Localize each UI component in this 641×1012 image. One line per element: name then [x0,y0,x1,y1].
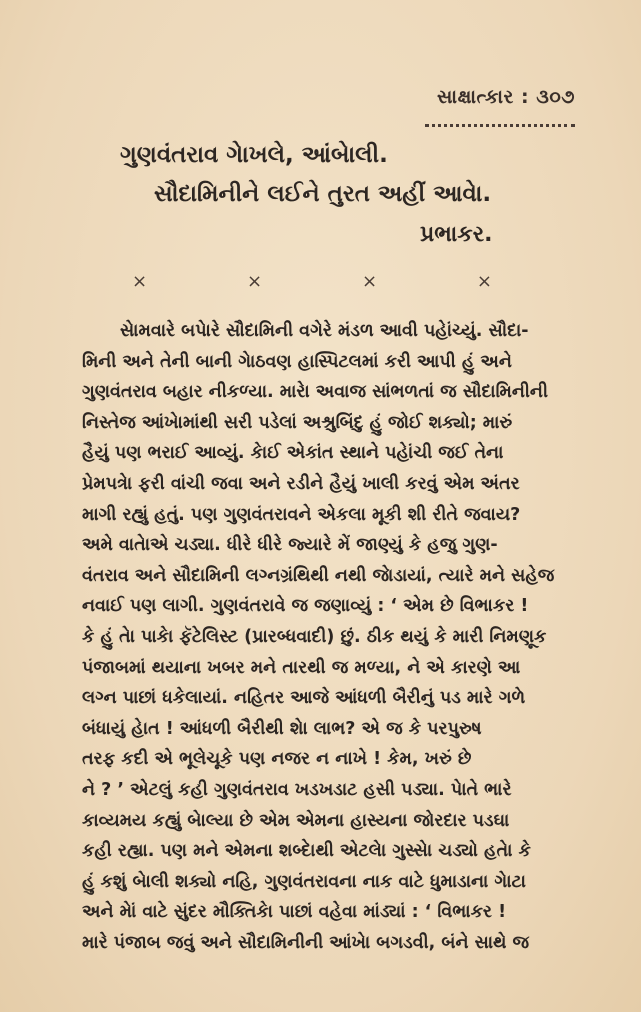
body-line: અમે વાતેાએ ચડ્યા. ધીરે ધીરે જ્યારે મેં જાણ્યું કે હજુ ગુણ- [82,535,498,556]
separator-mark: × [246,271,263,292]
body-line: પંજાબમાં થયાના ખબર મને તારથી જ મળ્યા, ને એ કારણે આ [82,657,521,678]
body-line: મારે પંજાબ જવું અને સૌદામિનીની આંખેા બગડવી, બંને સાથે જ [82,932,530,953]
body-line: બંધાયું હેાત ! આંધળી બૈરીથી શેા લાભ? એ જ કે પરપુરુષ [82,718,482,739]
letter-line-2: સૌદામિનીને લઈને તુરત અહીં આવેા. [154,181,492,207]
separator-mark: × [132,271,148,292]
body-line: તરફ કદી એ ભૂલેચૂકે પણ નજર ન નાખે ! કેમ, ખરું છે [82,749,472,770]
letter-signature: પ્રભાકર. [420,222,493,247]
body-line: કાવ્યમય કહ્યું બેાલ્યા છે એમ એમના હાસ્યના જોરદાર પડઘા [82,810,510,831]
section-separator [132,271,492,292]
body-line: કે હું તેા પાકેા ફૅટેલિસ્ટ (પ્રારબ્ધવાદી) છું. ઠીક થયું કે મારી નિમણૂક [82,626,547,647]
body-line: મિની અને તેની બાની ગેાઠવણ હાસ્પિટલમાં કરી આપી હું અને [82,351,512,372]
body-line: નવાઈ પણ લાગી. ગુણવંતરાવે જ જણાવ્યું : ‘ એમ છે વિભાકર ! [82,596,529,617]
body-line: અને મેાં વાટે સુંદર મૌક્તિકેા પાછાં વહેવા માંડ્યાં : ‘ વિભાકર ! [82,902,507,923]
separator-mark: × [476,271,492,292]
body-line: પ્રેમપત્રેા ફરી વાંચી જવા અને રડીને હૈયું ખાલી કરવું એમ અંતર [82,473,520,494]
body-line: લગ્ન પાછાં ધકેલાયાં. નહિતર આજે આંધળી બૈરીનું પડ મારે ગળે [82,688,526,709]
body-line: માગી રહ્યું હતું. પણ ગુણવંતરાવને એકલા મૂકી શી રીતે જવાય? [82,504,521,525]
body-line: હું કશું બેાલી શક્યો નહિ, ગુણવંતરાવના નાક વાટે ધુમાડાના ગેાટા [82,871,526,892]
body-line: કહી રહ્યા. પણ મને એમના શબ્દેાથી એટલેા ગુસ્સેા ચડ્યો હતેા કે [82,841,531,862]
body-line: વંતરાવ અને સૌદામિની લગ્નગ્રંથિથી નથી જેાડાયાં, ત્યારે મને સહેજ [82,565,555,586]
separator-mark: × [361,271,378,292]
body-paragraph [82,316,582,958]
letter-line-1: ગુણવંતરાવ ગેાખલે, આંબેાલી. [120,142,388,168]
body-line: હૈયું પણ ભરાઈ આવ્યું. કેાઈ એકાંત સ્થાને પહેાંચી જઈ તેના [82,443,504,464]
running-head: સાક્ષાત્કાર : ૩૦૭ [437,86,575,108]
body-line: સેામવારે બપેારે સૌદામિની વગેરે મંડળ આવી પહેાંચ્યું. સૌદા- [120,321,529,341]
running-head-dotted-rule [425,124,575,127]
body-line: નિસ્તેજ આંખેામાંથી સરી પડેલાં અશ્રુબિંદુ હું જોઈ શક્યો; મારું [82,412,513,433]
body-line: ગુણવંતરાવ બહાર નીકળ્યા. મારેા અવાજ સાંભળતાં જ સૌદામિનીની [82,382,548,403]
body-line: ને ? ’ એટલું કહી ગુણવંતરાવ ખડખડાટ હસી પડ્યા. પેાતે ભારે [82,779,512,800]
